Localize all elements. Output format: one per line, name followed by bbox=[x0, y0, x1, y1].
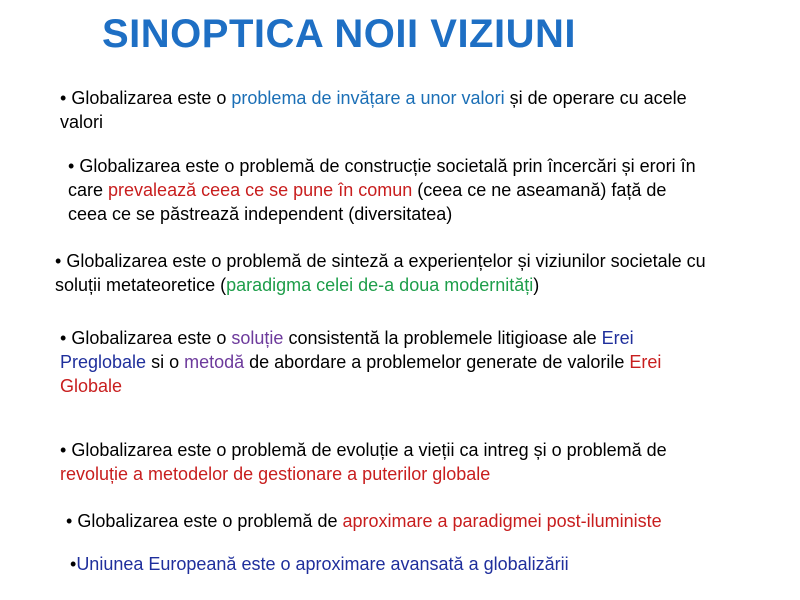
text: si o bbox=[146, 352, 185, 372]
text: ceea ce se păstrează independent (diversitatea) bbox=[68, 204, 453, 224]
highlight-text: paradigma celei de-a doua modernități bbox=[226, 275, 534, 295]
bullet: • bbox=[60, 88, 67, 108]
bullet-paragraph-2 bbox=[68, 154, 696, 226]
text: de abordare a problemelor generate de valorile bbox=[244, 352, 630, 372]
text: care bbox=[68, 180, 109, 200]
bullet: • bbox=[60, 328, 67, 348]
highlight-text: Erei bbox=[601, 328, 634, 348]
highlight-text: soluție bbox=[231, 328, 284, 348]
text: soluții metateoretice ( bbox=[55, 275, 227, 295]
highlight-text: Erei bbox=[629, 352, 662, 372]
bullet-paragraph-1 bbox=[60, 86, 687, 134]
highlight-text: Preglobale bbox=[60, 352, 147, 372]
bullet-paragraph-6 bbox=[66, 509, 662, 533]
bullet-paragraph-3 bbox=[55, 249, 706, 297]
bullet: • bbox=[68, 156, 75, 176]
bullet-paragraph-4 bbox=[60, 326, 661, 398]
bullet: • bbox=[66, 511, 73, 531]
bullet: • bbox=[55, 251, 62, 271]
text: Globalizarea este o problemă de sinteză a experiențelor și viziunilor societale cu bbox=[61, 251, 706, 271]
bullet-paragraph-7 bbox=[70, 552, 569, 576]
text: Globalizarea este o bbox=[66, 328, 232, 348]
highlight-text: metodă bbox=[184, 352, 245, 372]
highlight-text: prevalează ceea ce se pune în comun bbox=[108, 180, 413, 200]
page-title: SINOPTICA NOII VIZIUNI bbox=[102, 12, 576, 56]
highlight-text: Globale bbox=[60, 376, 123, 396]
bullet: • bbox=[70, 554, 77, 574]
text: Globalizarea este o bbox=[66, 88, 232, 108]
highlight-text: aproximare a paradigmei post-iluministe bbox=[342, 511, 662, 531]
text: valori bbox=[60, 112, 104, 132]
highlight-text: revoluție a metodelor de gestionare a puterilor globale bbox=[60, 464, 491, 484]
text: și de operare cu acele bbox=[504, 88, 687, 108]
highlight-text: problema de invățare a unor valori bbox=[231, 88, 505, 108]
text: ) bbox=[533, 275, 540, 295]
text: consistentă la problemele litigioase ale bbox=[283, 328, 602, 348]
bullet-paragraph-5 bbox=[60, 438, 667, 486]
text: Globalizarea este o problemă de bbox=[72, 511, 343, 531]
bullet: • bbox=[60, 440, 67, 460]
highlight-text: Uniunea Europeană este o aproximare avansată a globalizării bbox=[76, 554, 569, 574]
text: (ceea ce ne aseamană) față de bbox=[412, 180, 667, 200]
text: Globalizarea este o problemă de evoluție a vieții ca intreg și o problemă de bbox=[66, 440, 667, 460]
text: Globalizarea este o problemă de construcție societală prin încercări și erori în bbox=[74, 156, 696, 176]
